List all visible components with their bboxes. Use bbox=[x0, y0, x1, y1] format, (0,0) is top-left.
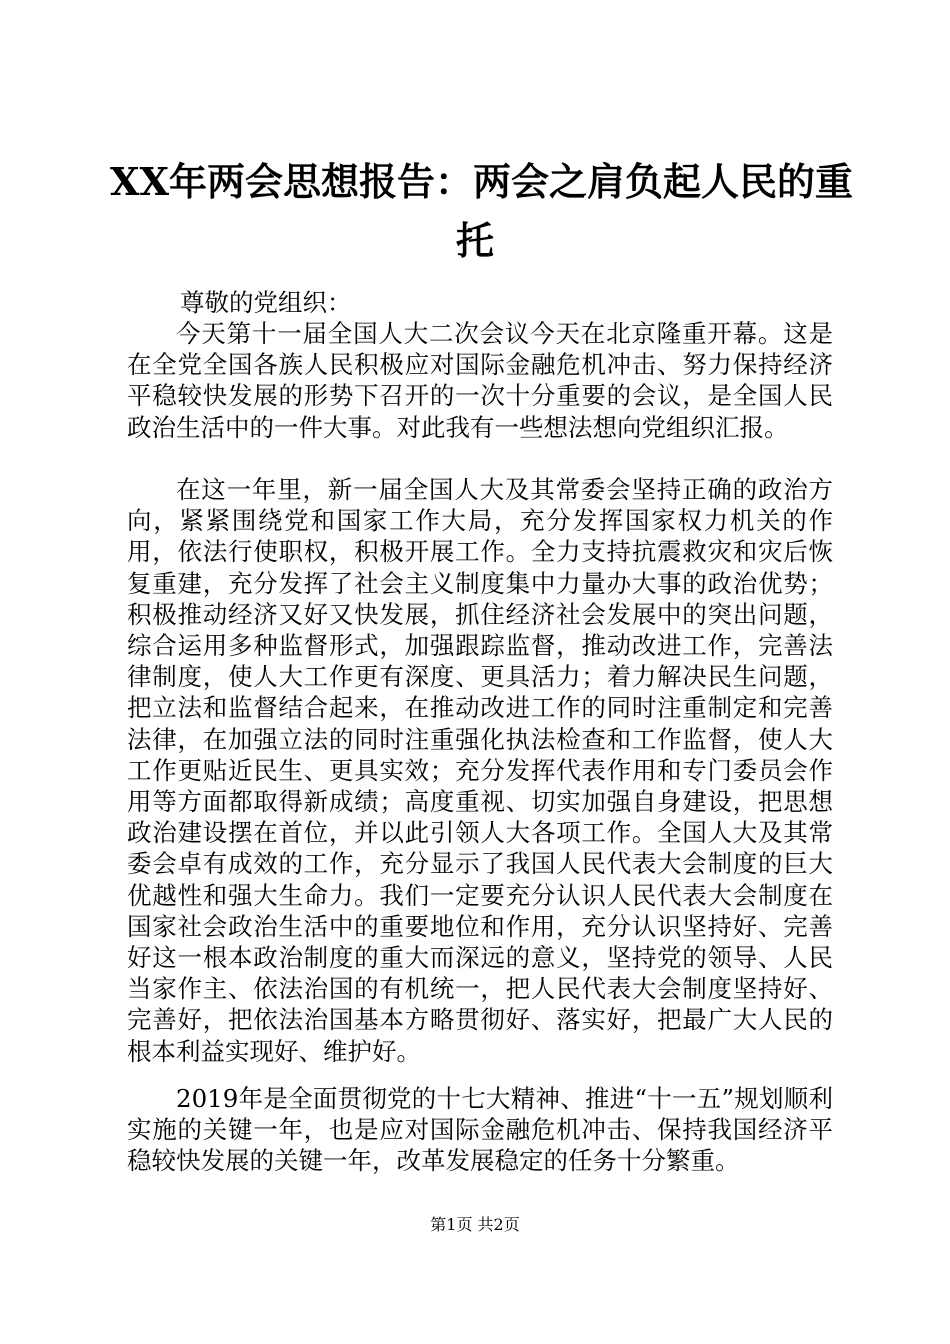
document-title-line-2: 托 bbox=[455, 218, 494, 263]
paragraph-1-block bbox=[127, 318, 833, 443]
paragraph: 今天第十一届全国人大二次会议今天在北京隆重开幕。这是在全党全国各族人民积极应对国际金融危机冲击、努力保持经济平稳较快发展的形势下召开的一次十分重要的会议，是全国人民政治生活中的一件大事。对此我有一些想法想向党组织汇报。 bbox=[127, 319, 833, 442]
paragraph: 在这一年里，新一届全国人大及其常委会坚持正确的政治方向，紧紧围绕党和国家工作大局，充分发挥国家权力机关的作用，依法行使职权，积极开展工作。全力支持抗震救灾和灾后恢复重建，充分发挥了社会主义制度集中力量办大事的政治优势；积极推动经济又好又快发展，抓住经济社会发展中的突出问题，综合运用多种监督形式，加强跟踪监督，推动改进工作，完善法律制度，使人大工作更有深度、更具活力；着力解决民生问题，把立法和监督结合起来，在推动改进工作的同时注重制定和完善法律，在加强立法的同时注重强化执法检查和工作监督，使人大工作更贴近民生、更具实效；充分发挥代表作用和专门委员会作用等方面都取得新成绩；高度重视、切实加强自身建设，把思想政治建设摆在首位，并以此引领人大各项工作。全国人大及其常委会卓有成效的工作，充分显示了我国人民代表大会制度的巨大优越性和强大生命力。我们一定要充分认识人民代表大会制度在国家社会政治生活中的重要地位和作用，充分认识坚持好、完善好这一根本政治制度的重大而深远的意义，坚持党的领导、人民当家作主、依法治国的有机统一，把人民代表大会制度坚持好、完善好，把依法治国基本方略贯彻好、落实好，把最广大人民的根本利益实现好、维护好。 bbox=[127, 475, 833, 1066]
paragraph: 2019年是全面贯彻党的十七大精神、推进“十一五”规划顺利实施的关键一年，也是应对国际金融危机冲击、保持我国经济平稳较快发展的关键一年，改革发展稳定的任务十分繁重。 bbox=[127, 1084, 833, 1176]
salutation: 尊敬的党组织： bbox=[180, 288, 352, 317]
paragraph-2-block bbox=[127, 474, 833, 1067]
document-title-line-1: XX年两会思想报告：两会之肩负起人民的重 bbox=[110, 159, 853, 204]
paragraph-3-block bbox=[127, 1083, 833, 1177]
page-footer: 第1页 共2页 bbox=[430, 1215, 520, 1234]
